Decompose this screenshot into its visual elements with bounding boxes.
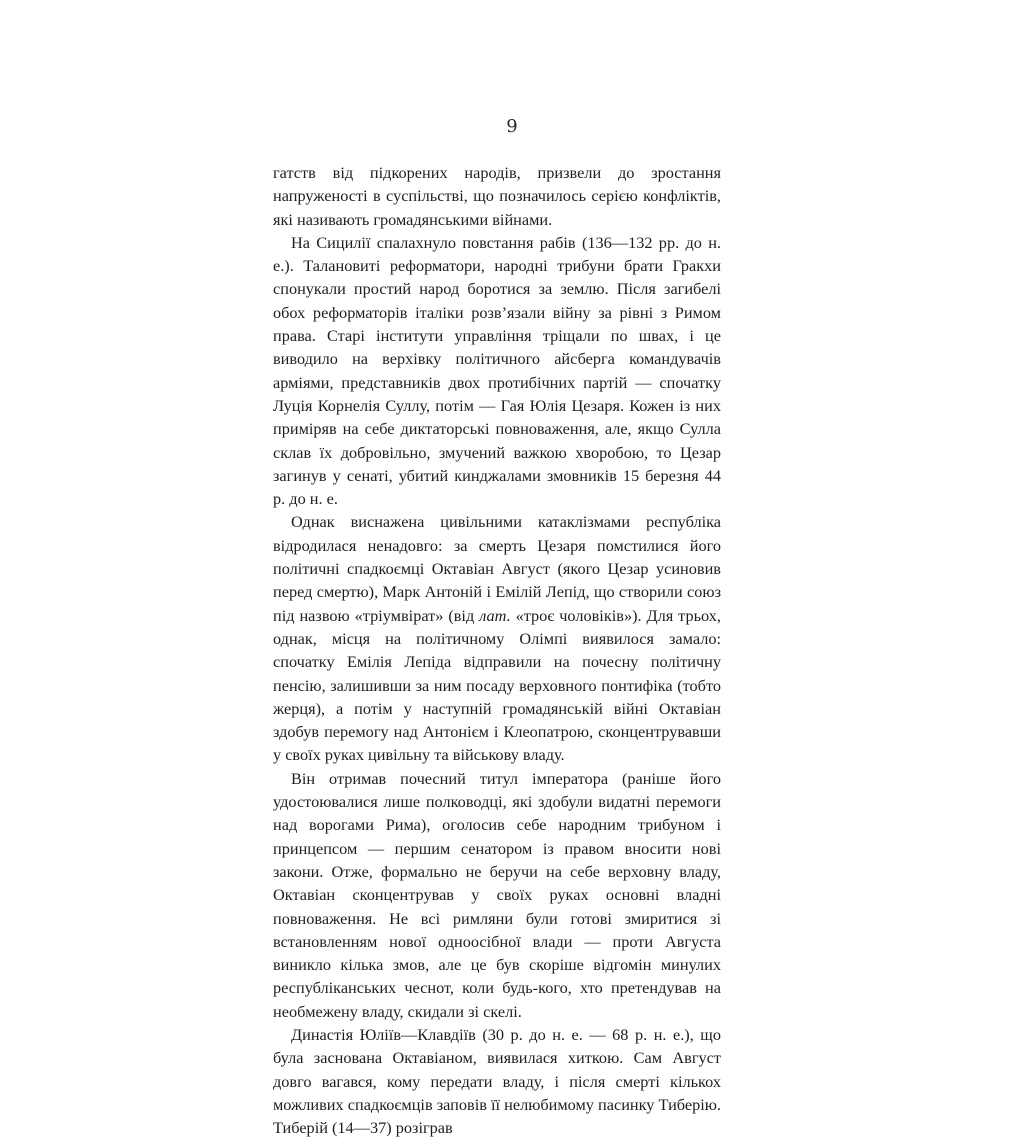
paragraph: [273, 510, 721, 766]
body-text: [273, 161, 721, 1139]
text-segment: На Сицилії спалахнуло повстання рабів (136—132 рр. до н. е.). Талановиті реформатори, народні трибуни брати Гракхи спонукали простий народ боротися за землю. Після загибелі обох реформаторів італіки розв’язали війну за рівні з Римом права. Старі інститути управління тріщали по швах, і це виводило на верхівку політичного айсберга командувачів арміями, представників двох протибічних партій — спочатку Луція Корнелія Суллу, потім — Гая Юлія Цезаря. Кожен із них приміряв на себе диктаторські повноваження, але, якщо Сулла склав їх добровільно, змучений важкою хворобою, то Цезар загинув у сенаті, убитий кинджалами змовників 15 березня 44 р. до н. е.: [273, 232, 721, 509]
text-segment: «троє чоловіків»). Для трьох, однак, місця на політичному Олімпі виявилося замало: спочатку Емілія Лепіда відправили на почесну політичну пенсію, залишивши за ним посаду верховного понтифіка (тобто жерця), а потім у наступній громадянській війні Октавіан здобув перемогу над Антонієм і Клеопатрою, сконцентрувавши у своїх руках цивільну та військову владу.: [273, 605, 721, 765]
paragraph: [273, 161, 721, 231]
italic-text: лат.: [479, 605, 511, 625]
page-number: 9: [506, 116, 518, 137]
paragraph: [273, 1023, 721, 1139]
text-segment: гатств від підкорених народів, призвели до зростання напруженості в суспільстві, що позначилось серією конфліктів, які називають громадянськими війнами.: [273, 163, 721, 229]
text-segment: Однак виснажена цивільними катаклізмами республіка відродилася ненадовго: за смерть Цезаря помстилися його політичні спадкоємці Октавіан Август (якого Цезар усиновив перед смертю), Марк Антоній і Емілій Лепід, що створили союз під назвою «тріумвірат» (від: [273, 512, 721, 625]
text-segment: Династія Юліїв—Клавдіїв (30 р. до н. е. — 68 р. н. е.), що була заснована Октавіаном, виявилася хиткою. Сам Август довго вагався, кому передати владу, і після смерті кількох можливих спадкоємців заповів її нелюбимому пасинку Тиберію. Тиберій (14—37) розіграв: [273, 1024, 721, 1138]
paragraph: [273, 767, 721, 1023]
text-segment: Він отримав почесний титул імператора (раніше його удостоювалися лише полководці, які здобули видатні перемоги над ворогами Рима), оголосив себе народним трибуном і принцепсом — першим сенатором із правом вносити нові закони. Отже, формально не беручи на себе верховну владу, Октавіан сконцентрував у своїх руках основні владні повноваження. Не всі римляни були готові змиритися зі встановленням нової одноосібної влади — проти Августа виникло кілька змов, але це був скоріше відгомін минулих республіканських чеснот, коли будь-кого, хто претендував на необмежену владу, скидали зі скелі.: [273, 768, 721, 1021]
paragraph: [273, 231, 721, 511]
